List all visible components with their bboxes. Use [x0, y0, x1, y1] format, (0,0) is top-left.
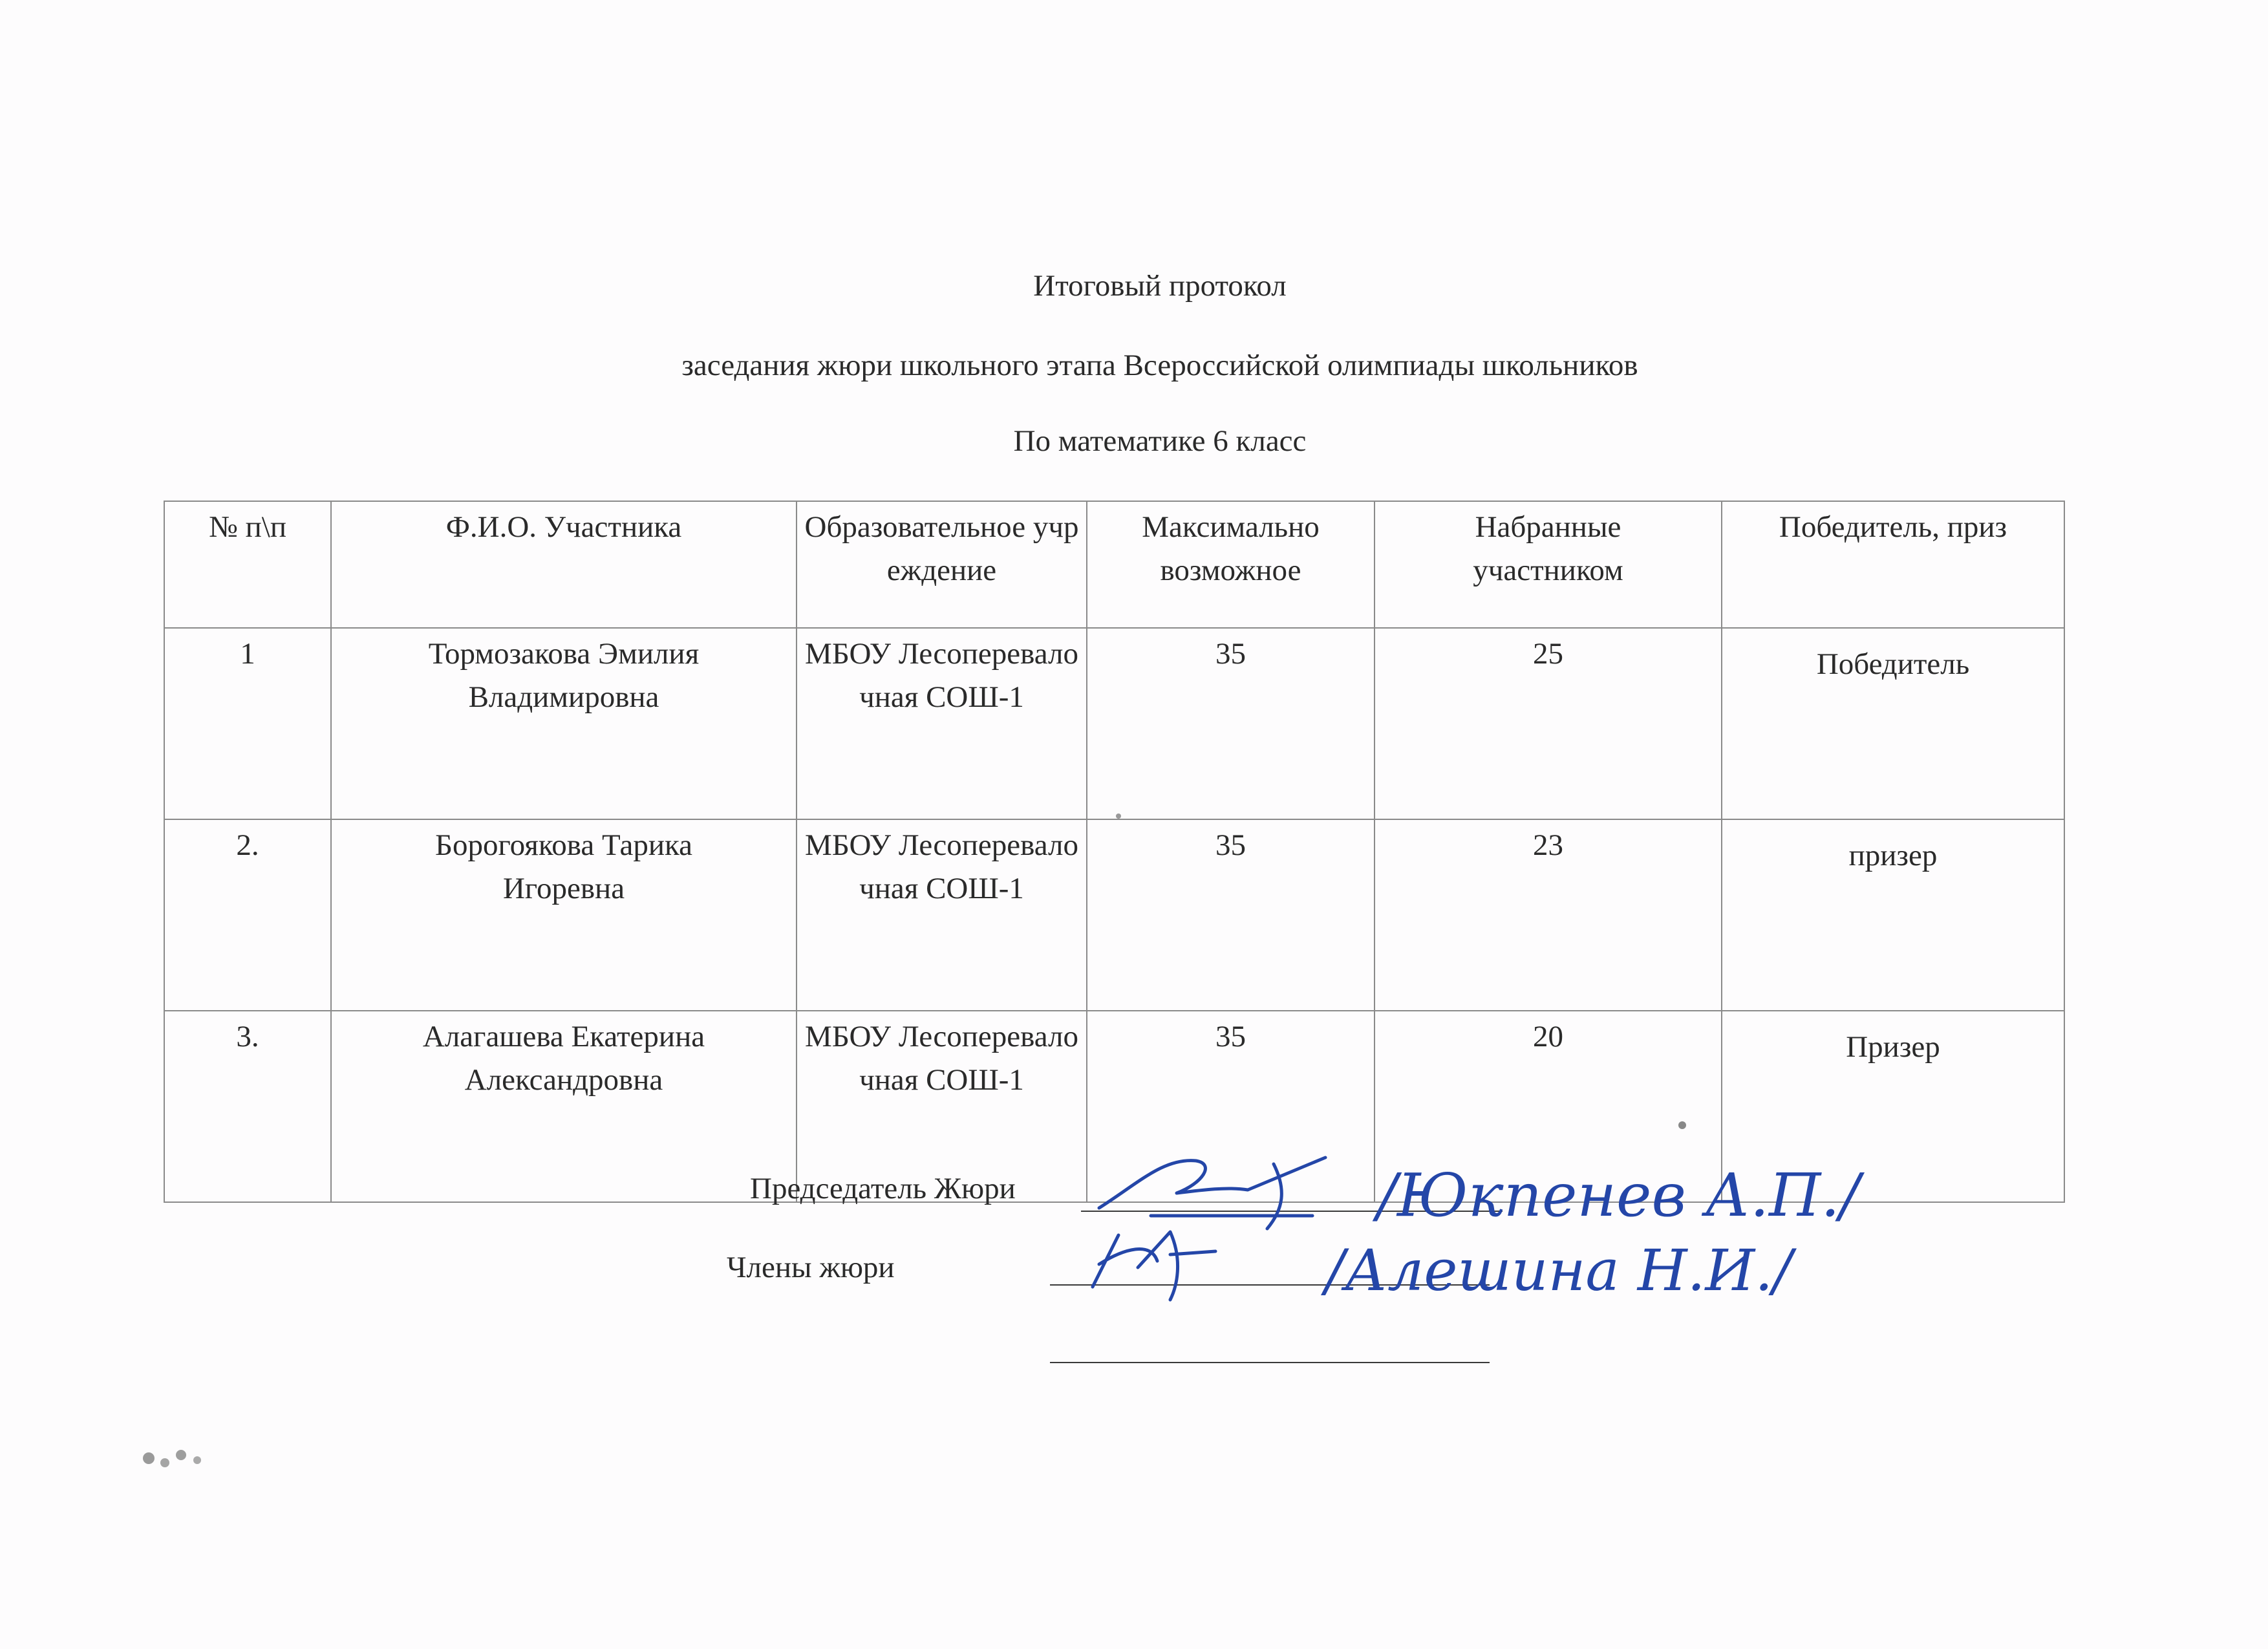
- document-subject: По математике 6 класс: [1013, 424, 1307, 458]
- cell-max: 35: [1087, 1011, 1375, 1202]
- header-score: Набранные участником: [1375, 501, 1722, 628]
- cell-number: 3.: [164, 1011, 331, 1202]
- members-label: Члены жюри: [727, 1251, 895, 1284]
- document-title: Итоговый протокол: [1033, 269, 1287, 303]
- cell-max: 35: [1087, 628, 1375, 819]
- cell-school: МБОУ Лесоперевалочная СОШ-1: [797, 628, 1087, 819]
- cell-number: 2.: [164, 819, 331, 1011]
- member-initials-scribble: [1093, 1232, 1215, 1300]
- chair-signature-line: [1081, 1211, 1503, 1212]
- header-number: № п\п: [164, 501, 331, 628]
- table-header-row: [164, 501, 2064, 628]
- cell-score: 25: [1375, 628, 1722, 819]
- chair-label: Председатель Жюри: [750, 1172, 1016, 1205]
- cell-school: МБОУ Лесоперевалочная СОШ-1: [797, 1011, 1087, 1202]
- cell-school: МБОУ Лесоперевалочная СОШ-1: [797, 819, 1087, 1011]
- cell-name: Алагашева Екатерина Александровна: [331, 1011, 797, 1202]
- cell-result: Победитель: [1722, 628, 2064, 819]
- member-signature-line-blank: [1050, 1362, 1490, 1363]
- table-row: [164, 1011, 2064, 1202]
- chair-handwritten-name: /Юкпенев А.П./: [1377, 1161, 1860, 1230]
- results-table: [164, 501, 2065, 1203]
- cell-name: Борогоякова Тарика Игоревна: [331, 819, 797, 1011]
- cell-score: 23: [1375, 819, 1722, 1011]
- cell-max: 35: [1087, 819, 1375, 1011]
- cell-result: Призер: [1722, 1011, 2064, 1202]
- cell-name: Тормозакова Эмилия Владимировна: [331, 628, 797, 819]
- header-name: Ф.И.О. Участника: [331, 501, 797, 628]
- member-handwritten-name: /Алешина Н.И./: [1325, 1237, 1792, 1304]
- member-signature-line: [1050, 1284, 1490, 1286]
- cell-number: 1: [164, 628, 331, 819]
- header-max: Максимально возможное: [1087, 501, 1375, 628]
- cell-score: 20: [1375, 1011, 1722, 1202]
- cell-result: призер: [1722, 819, 2064, 1011]
- document-subtitle: заседания жюри школьного этапа Всероссийской олимпиады школьников: [681, 349, 1638, 382]
- table-row: [164, 819, 2064, 1011]
- header-school: Образовательное учреждение: [797, 501, 1087, 628]
- header-result: Победитель, приз: [1722, 501, 2064, 628]
- table-row: [164, 628, 2064, 819]
